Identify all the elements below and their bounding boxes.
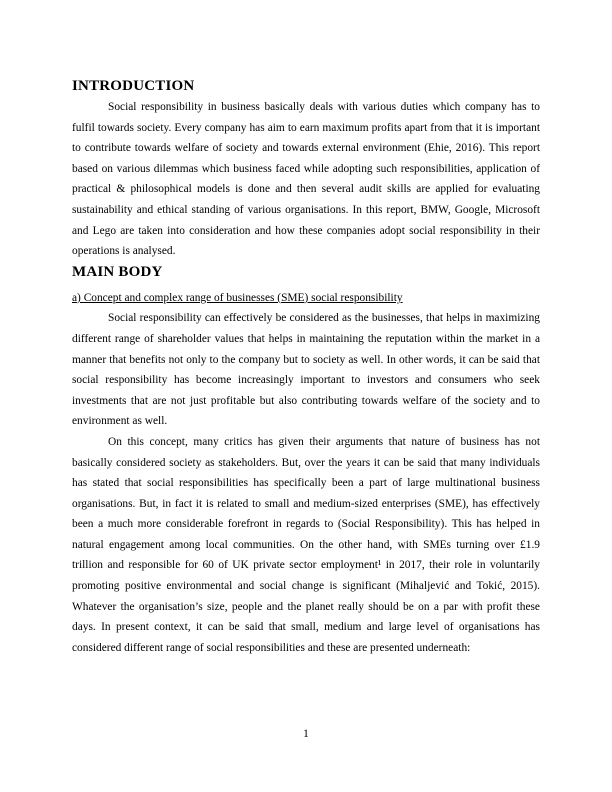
main-body-heading: MAIN BODY	[72, 263, 163, 280]
main-body-paragraph-1: Social responsibility can effectively be considered as the businesses, that helps in maximizing different range of shareholder values that helps in maintaining the reputation within the market in a manner that benefits not only to the company but to society as well. In other words, it can be said that social responsibility has become increasingly important to investors and consumers who seek investments that are not just profitable but also contributing towards welfare of the society and to environment as well.	[72, 312, 540, 428]
document-page	[72, 76, 540, 658]
introduction-heading: INTRODUCTION	[72, 78, 195, 94]
introduction-paragraph: Social responsibility in business basically deals with various duties which company has to fulfil towards society. Every company has aim to earn maximum profits apart from that it is important to contribute towards welfare of society and towards external environment (Ehie, 2016). This report based on various dilemmas which business faced while adopting such responsibilities, application of practical & philosophical models is done and then several audit skills are applied for evaluating sustainability and ethical standing of various organisations. In this report, BMW, Google, Microsoft and Lego are taken into consideration and how these companies adopt social responsibility in their operations is analysed.	[72, 101, 540, 258]
main-body-paragraph-2: On this concept, many critics has given their arguments that nature of business has not basically considered society as stakeholders. But, over the years it can be said that many individuals has stated that social responsibilities has specifically been a part of large multinational business organisations. But, in fact it is related to small and medium-sized enterprises (SME), has effectively been a much more considerable forefront in regards to (Social Responsibility). This has helped in natural engagement among local communities. On the other hand, with SMEs turning over £1.9 trillion and responsible for 60 of UK private sector employment¹ in 2017, their role in voluntarily promoting positive environmental and social change is significant (Mihaljević and Tokić, 2015). Whatever the organisation’s size, people and the planet really should be on a par with profit these days. In present context, it can be said that small, medium and large level of organisations has considered different range of social responsibilities and these are presented underneath:	[72, 435, 540, 654]
page-number: 1	[303, 728, 309, 740]
section-subheading: a) Concept and complex range of businesses (SME) social responsibility	[72, 291, 403, 304]
